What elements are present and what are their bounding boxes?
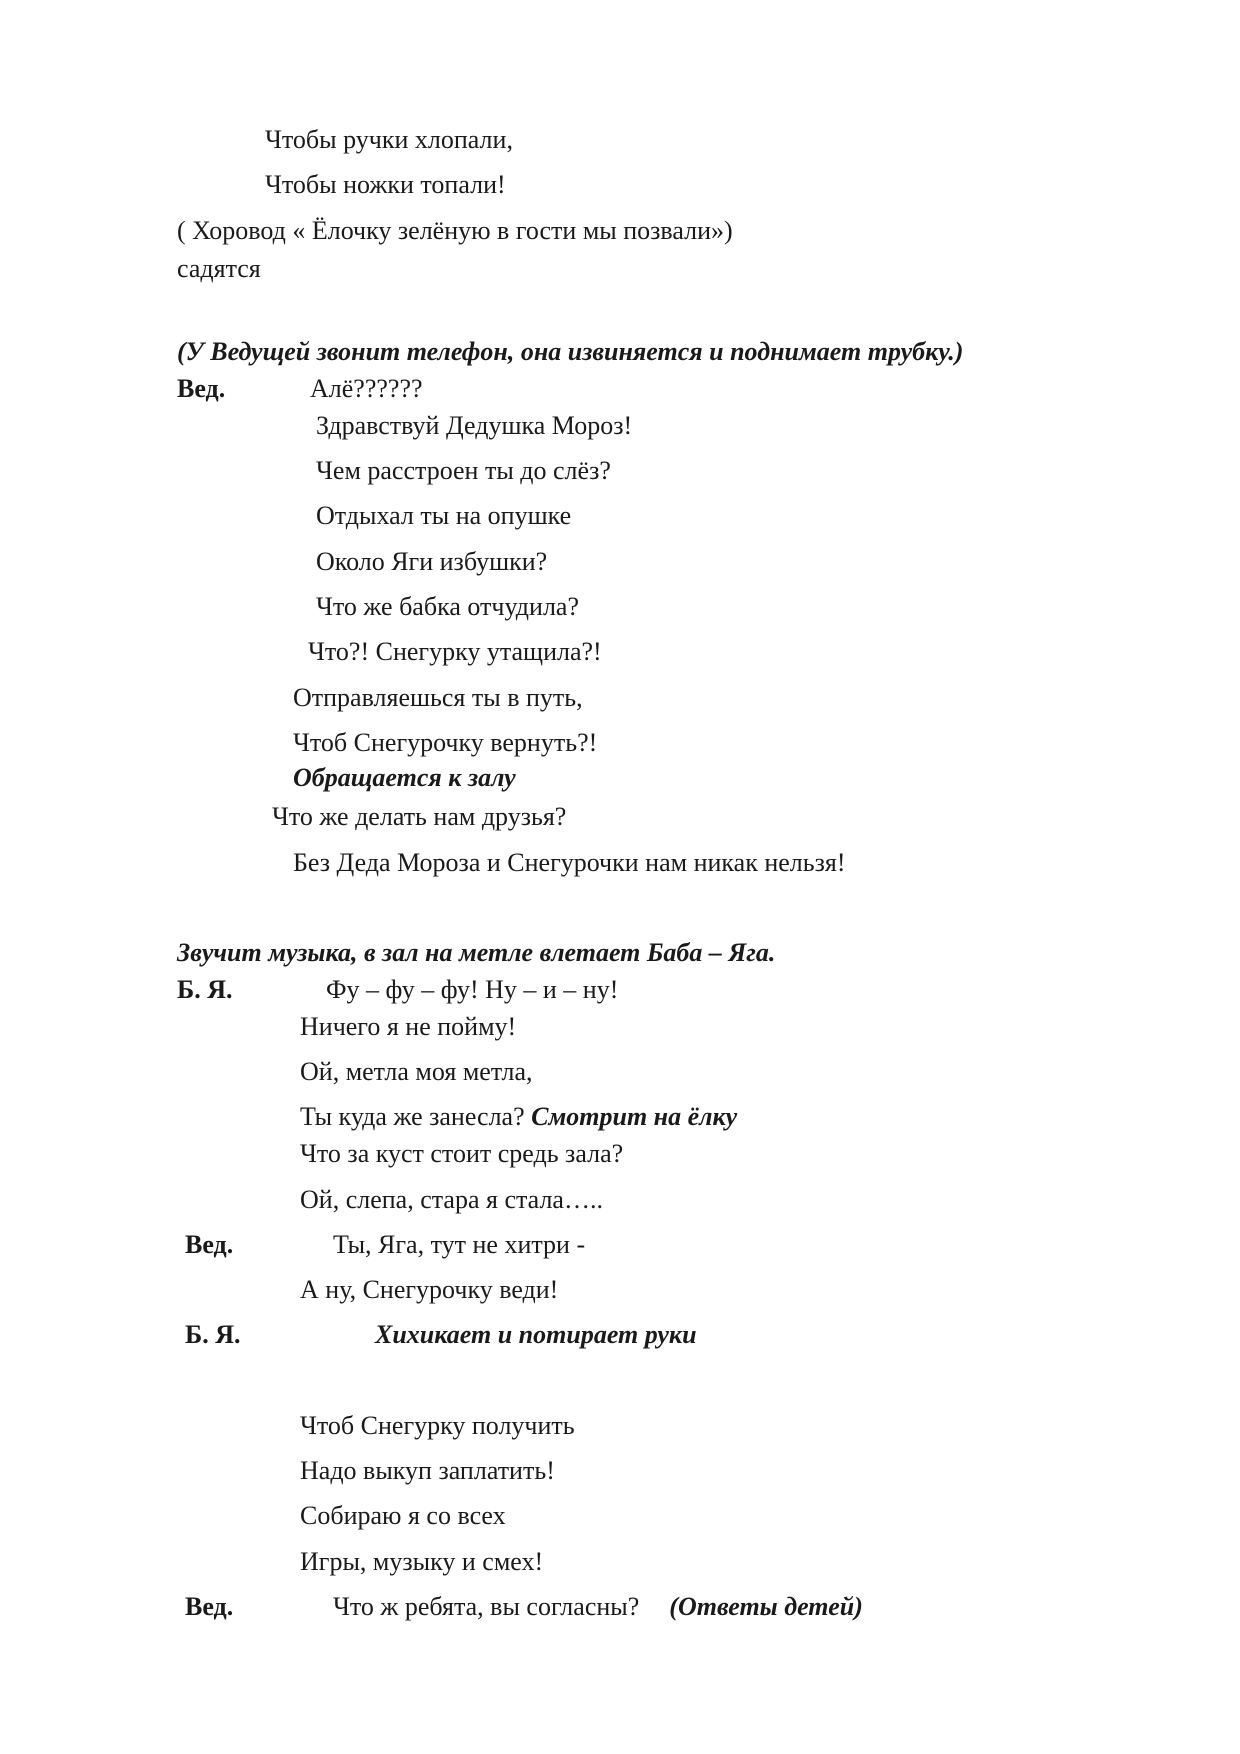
speaker-label: Б. Я.	[185, 1320, 241, 1349]
speaker-label: Вед.	[185, 1592, 234, 1621]
verse-line: Чем расстроен ты до слёз?	[316, 456, 611, 485]
verse-line: А ну, Снегурочку веди!	[300, 1275, 559, 1304]
verse-line: Чтобы ножки топали!	[265, 170, 506, 199]
verse-line: Ой, метла моя метла,	[300, 1057, 533, 1086]
verse-text: Ты куда же занесла?	[300, 1102, 525, 1131]
speaker-label: Вед.	[185, 1230, 234, 1259]
verse-line: Около Яги избушки?	[316, 547, 548, 576]
verse-line: Что?! Снегурку утащила?!	[308, 637, 602, 666]
verse-line: Чтобы ручки хлопали,	[265, 125, 513, 154]
verse-line: Что же делать нам друзья?	[272, 802, 567, 831]
stage-direction: Звучит музыка, в зал на метле влетает Баба – Яга.	[177, 938, 776, 967]
verse-line: Ничего я не пойму!	[300, 1012, 517, 1041]
verse-line: Надо выкуп заплатить!	[300, 1456, 555, 1485]
verse-line	[333, 1594, 863, 1620]
verse-line: Алё??????	[310, 374, 423, 403]
stage-note: садятся	[177, 254, 261, 283]
verse-line: Игры, музыку и смех!	[300, 1547, 544, 1576]
verse-line	[300, 1104, 737, 1130]
stage-remark: (Ответы детей)	[669, 1592, 863, 1621]
stage-direction: Обращается к залу	[293, 763, 516, 792]
verse-line: Чтоб Снегурочку вернуть?!	[293, 728, 598, 757]
verse-line: Фу – фу – фу! Ну – и – ну!	[326, 975, 619, 1004]
verse-line: Что за куст стоит средь зала?	[300, 1139, 624, 1168]
verse-line: Здравствуй Дедушка Мороз!	[316, 411, 633, 440]
stage-direction: (У Ведущей звонит телефон, она извиняется и поднимает трубку.)	[177, 337, 964, 366]
verse-line: Отправляешься ты в путь,	[293, 683, 583, 712]
stage-note: ( Хоровод « Ёлочку зелёную в гости мы позвали»)	[177, 216, 733, 245]
verse-line: Ой, слепа, стара я стала…..	[300, 1185, 603, 1214]
verse-line: Без Деда Мороза и Снегурочки нам никак нельзя!	[293, 848, 846, 877]
verse-line: Чтоб Снегурку получить	[300, 1411, 575, 1440]
speaker-label: Вед.	[177, 374, 226, 403]
verse-text: Что ж ребята, вы согласны?	[333, 1592, 640, 1621]
verse-line: Ты, Яга, тут не хитри -	[333, 1230, 586, 1259]
speaker-label: Б. Я.	[177, 975, 233, 1004]
verse-line: Отдыхал ты на опушке	[316, 501, 572, 530]
verse-line: Собираю я со всех	[300, 1501, 506, 1530]
stage-remark: Смотрит на ёлку	[531, 1102, 738, 1131]
verse-line: Что же бабка отчудила?	[316, 592, 580, 621]
stage-direction: Хихикает и потирает руки	[375, 1320, 697, 1349]
